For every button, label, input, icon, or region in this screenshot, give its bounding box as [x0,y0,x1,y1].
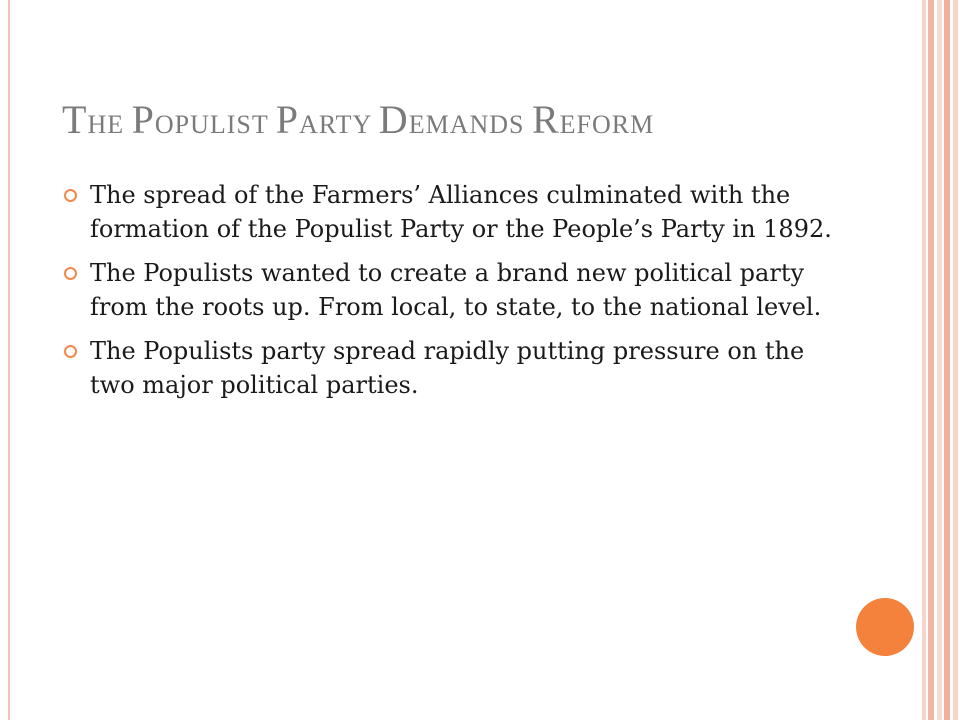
title-word: THE [62,97,125,142]
bullet-item [62,334,842,402]
stripe [928,0,934,720]
stripe [922,0,926,720]
circle-bullet-icon [64,267,77,280]
title-word: DEMANDS [378,97,525,142]
circle-bullet-icon [64,345,77,358]
bullet-item [62,178,842,246]
circle-bullet-icon [64,189,77,202]
title-word: REFORM [531,97,655,142]
bullet-text: The Populists wanted to create a brand new political party from the roots up. From local, to state, to the national level. [90,259,822,321]
title-word: PARTY [275,97,372,142]
bullet-text: The Populists party spread rapidly putting pressure on the two major political parties. [90,337,805,399]
slide-title [62,97,882,145]
bullet-list [62,178,842,412]
left-border-line [8,0,10,720]
bullet-item [62,256,842,324]
stripe [953,0,958,720]
right-decorative-stripes [920,0,960,720]
stripe [944,0,950,720]
title-word: POPULIST [131,97,269,142]
bullet-text: The spread of the Farmers’ Alliances culminated with the formation of the Populist Party or the People’s Party in 1892. [90,181,832,243]
stripe [937,0,942,720]
decorative-orange-circle [856,598,914,656]
